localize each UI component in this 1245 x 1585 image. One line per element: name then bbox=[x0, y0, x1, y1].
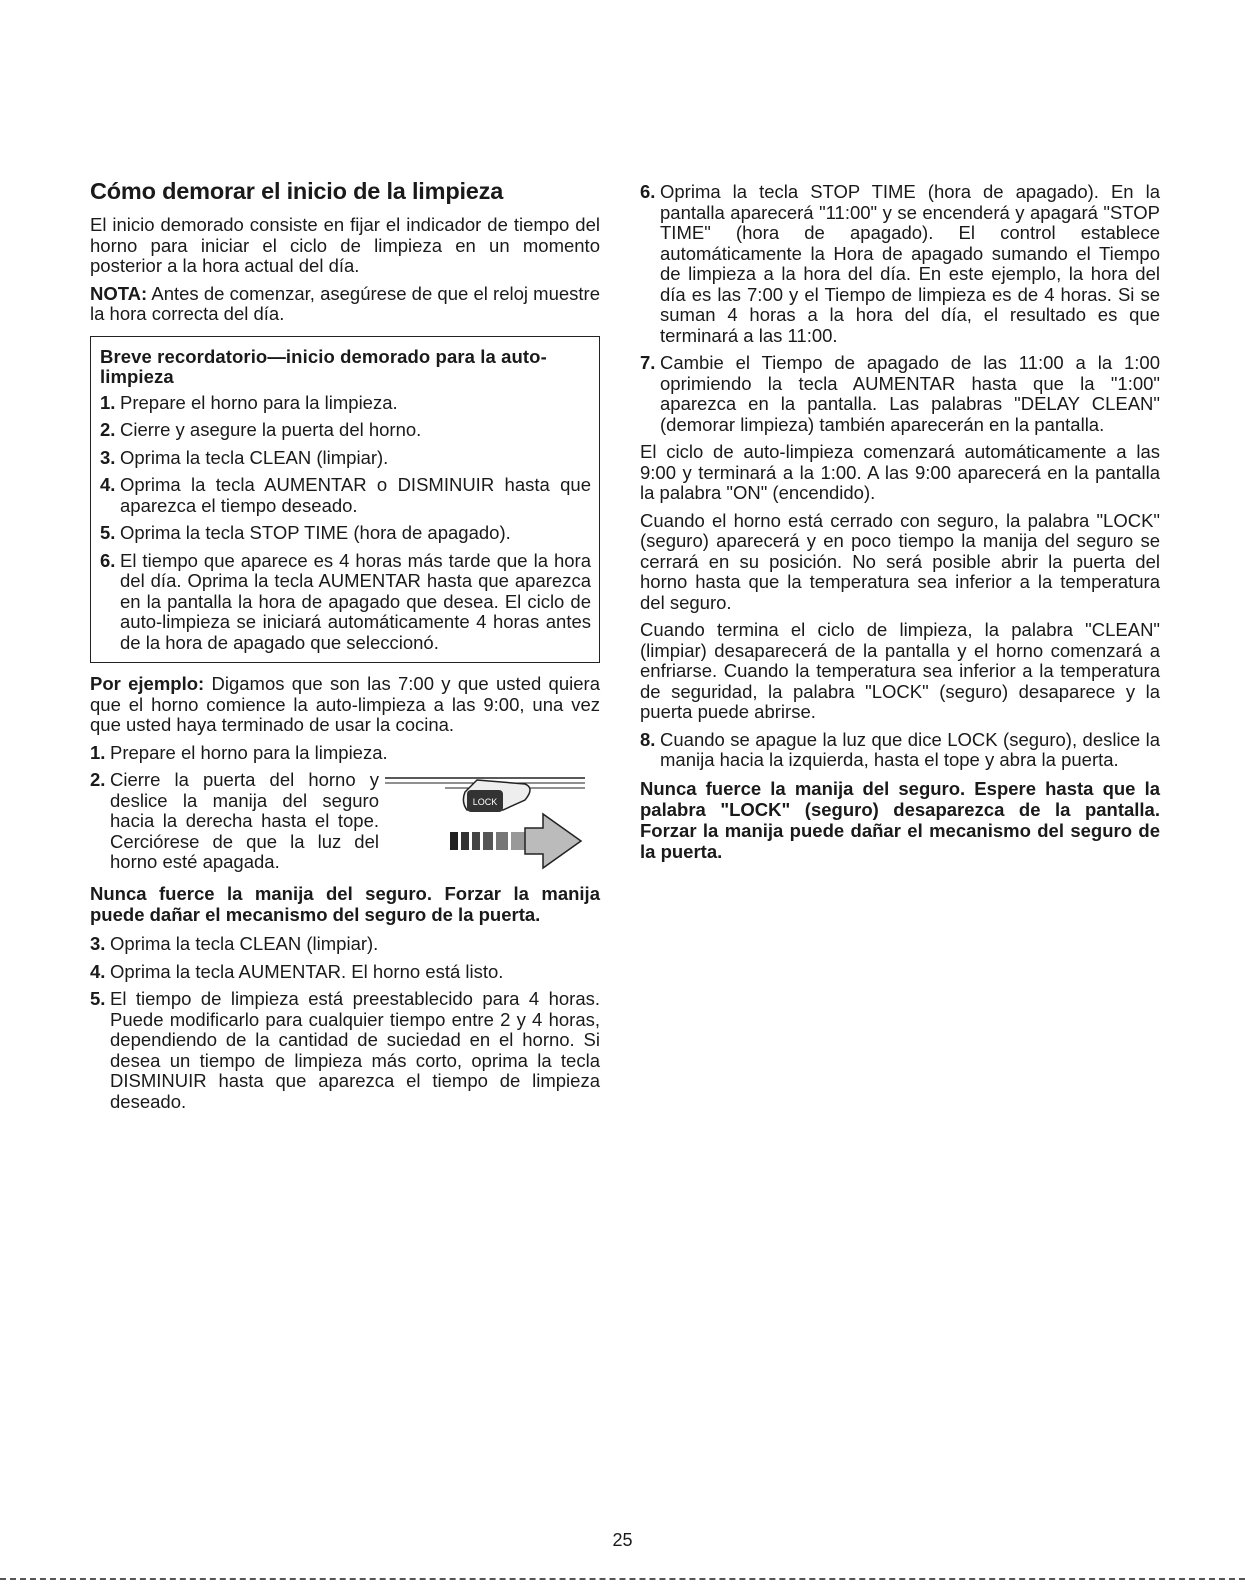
page-bottom-rule bbox=[0, 1578, 1245, 1580]
warning-right: Nunca fuerce la manija del seguro. Espere hasta que la palabra "LOCK" (seguro) desaparezca de la pantalla. Forzar la manija puede dañar el mecanismo del seguro de la puerta. bbox=[640, 777, 1160, 862]
paragraph: El ciclo de auto-limpieza comenzará automáticamente a las 9:00 y terminará a la 1:00. A las 9:00 aparecerá en la pantalla la palabra "ON" (encendido). bbox=[640, 441, 1160, 503]
paragraph: Cuando termina el ciclo de limpieza, la palabra "CLEAN" (limpiar) desaparecerá de la pantalla y el horno comenzará a enfriarse. Cuando la temperatura sea inferior a la temperatura de seguridad, la palabra "LOCK" (seguro) desaparece y la puerta puede abrirse. bbox=[640, 619, 1160, 722]
list-item: 5. Oprima la tecla STOP TIME (hora de apagado). bbox=[100, 522, 511, 543]
lock-latch-illustration bbox=[385, 770, 600, 876]
page-title: Cómo demorar el inicio de la limpieza bbox=[90, 178, 504, 204]
lock-icon bbox=[467, 790, 503, 812]
warning-left: Nunca fuerce la manija del seguro. Forzar la manija puede dañar el mecanismo del seguro de la puerta. bbox=[90, 883, 600, 925]
svg-text:LOCK: LOCK bbox=[472, 797, 498, 807]
list-item: 4. Oprima la tecla AUMENTAR o DISMINUIR hasta que aparezca el tiempo deseado. bbox=[100, 474, 591, 516]
page-number: 25 bbox=[612, 1530, 633, 1550]
note-text: Antes de comenzar, asegúrese de que el reloj muestre la hora correcta del día. bbox=[90, 282, 600, 324]
reminder-box bbox=[90, 336, 600, 664]
note-label: NOTA: bbox=[90, 282, 148, 304]
reminder-heading: Breve recordatorio—inicio demorado para la auto-limpieza bbox=[100, 345, 547, 387]
list-item: 3. Oprima la tecla CLEAN (limpiar). bbox=[100, 446, 389, 468]
note-paragraph bbox=[90, 284, 600, 325]
steps-list-right-2 bbox=[640, 730, 1160, 771]
example-paragraph bbox=[90, 674, 600, 736]
list-item: 2. Cierre y asegure la puerta del horno. bbox=[100, 419, 422, 440]
steps-list bbox=[90, 743, 600, 877]
reminder-list bbox=[100, 393, 591, 654]
example-text: Digamos que son las 7:00 y que usted quiera que el horno comience la auto-limpieza a las 9:00, una vez que usted haya terminado de usar la cocina. bbox=[90, 673, 600, 735]
arrow-right-icon bbox=[450, 814, 581, 868]
list-item: 4. Oprima la tecla AUMENTAR. El horno está listo. bbox=[90, 960, 504, 982]
list-item: 1. Prepare el horno para la limpieza. bbox=[90, 741, 388, 763]
right-column bbox=[640, 182, 1160, 871]
list-item: 2. Cierre la puerta del horno y deslice la manija del seguro hacia la derecha hasta el tope. Cerciórese de que la luz del horno esté apagada. LOCK bbox=[90, 770, 600, 876]
paragraph: Cuando el horno está cerrado con seguro, la palabra "LOCK" (seguro) aparecerá y en poco tiempo la manija del seguro se cerrará en su posición. No será posible abrir la puerta del horno hasta que la temperatura sea inferior a la temperatura del seguro. bbox=[640, 509, 1160, 613]
steps-list-2 bbox=[90, 934, 600, 1112]
steps-list-right bbox=[640, 182, 1160, 435]
intro-paragraph: El inicio demorado consiste en fijar el indicador de tiempo del horno para iniciar el ciclo de limpieza en un momento posterior a la hora actual del día. bbox=[90, 214, 600, 276]
left-column bbox=[90, 178, 600, 1119]
list-item: 5. El tiempo de limpieza está preestablecido para 4 horas. Puede modificarlo para cualquier tiempo entre 2 y 4 horas, dependiendo de la cantidad de suciedad en el horno. Si desea un tiempo de limpieza más corto, oprima la tecla DISMINUIR hasta que aparezca el tiempo de limpieza deseado. bbox=[90, 988, 600, 1112]
list-item: 8. Cuando se apague la luz que dice LOCK (seguro), deslice la manija hacia la izquierda, hasta el tope y abra la puerta. bbox=[640, 728, 1160, 770]
list-item: 1. Prepare el horno para la limpieza. bbox=[100, 391, 398, 413]
list-item: 7. Cambie el Tiempo de apagado de las 11:00 a la 1:00 oprimiendo la tecla AUMENTAR hasta que la "1:00" aparezca en la pantalla. Las palabras "DELAY CLEAN" (demorar limpieza) también aparecerán en la pantalla. bbox=[640, 352, 1160, 435]
list-item: 3. Oprima la tecla CLEAN (limpiar). bbox=[90, 933, 379, 954]
list-item: 6. El tiempo que aparece es 4 horas más tarde que la hora del día. Oprima la tecla AUMENTAR hasta que aparezca en la pantalla la hora de apagado que desea. El ciclo de auto-limpieza se iniciará automáticamente 4 horas antes de la hora de apagado que seleccionó. bbox=[100, 549, 591, 653]
example-label: Por ejemplo: bbox=[90, 673, 205, 694]
list-item: 6. Oprima la tecla STOP TIME (hora de apagado). En la pantalla aparecerá "11:00" y se encenderá y apagará "STOP TIME" (hora de apagado). El control establece automáticamente la Hora de apagado sumando el Tiempo de limpieza a la hora del día. En este ejemplo, la hora del día es las 7:00 y el Tiempo de limpieza es de 4 horas. Si se suman 4 horas a la hora del día, el resultado es que terminará a las 11:00. bbox=[640, 181, 1160, 346]
step-2-text: Cierre la puerta del horno y deslice la manija del seguro hacia la derecha hasta el tope. Cerciórese de que la luz del horno esté apagada. bbox=[110, 769, 379, 872]
